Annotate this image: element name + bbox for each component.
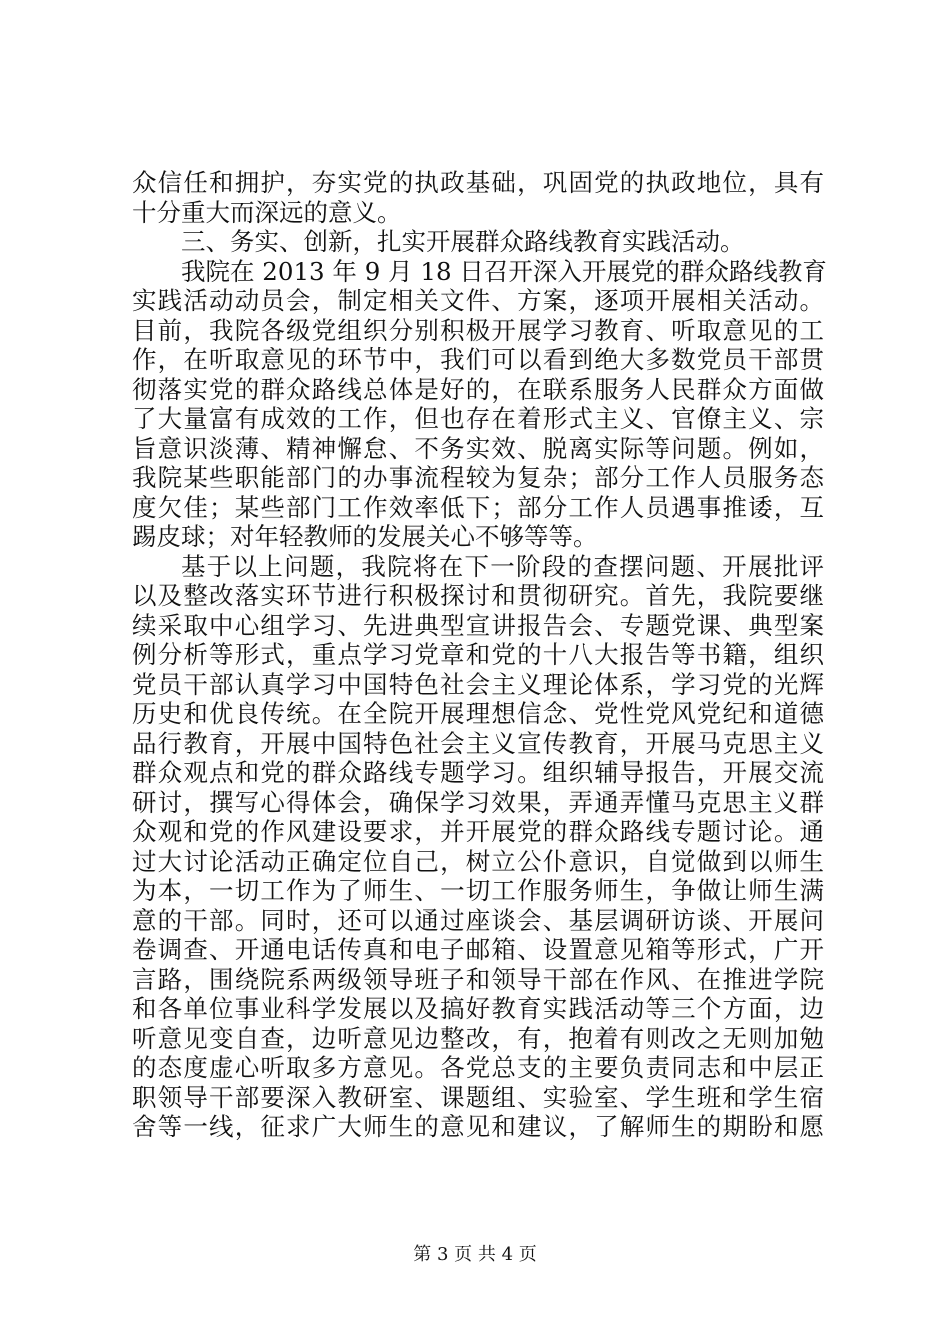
text-line: 十分重大而深远的意义。 — [132, 197, 402, 227]
text-line: 意的干部。同时，还可以通过座谈会、基层调研访谈、开展问 — [132, 905, 824, 935]
text-line: 三、务实、创新，扎实开展群众路线教育实践活动。 — [181, 227, 745, 256]
text-line: 我院在 2013 年 9 月 18 日召开深入开展党的群众路线教育 — [181, 256, 827, 286]
text-line: 研讨，撰写心得体会，确保学习效果，弄通弄懂马克思主义群 — [132, 787, 824, 817]
text-line: 过大讨论活动正确定位自己，树立公仆意识，自觉做到以师生 — [132, 846, 824, 876]
text-line: 的态度虚心听取多方意见。各党总支的主要负责同志和中层正 — [132, 1053, 824, 1082]
text-line: 以及整改落实环节进行积极探讨和贯彻研究。首先，我院要继 — [132, 581, 824, 610]
text-line: 党员干部认真学习中国特色社会主义理论体系，学习党的光辉 — [132, 669, 824, 699]
document-body — [132, 168, 827, 1142]
text-line: 续采取中心组学习、先进典型宣讲报告会、专题党课、典型案 — [132, 610, 824, 640]
text-line: 和各单位事业科学发展以及搞好教育实践活动等三个方面，边 — [132, 994, 824, 1023]
text-line: 实践活动动员会，制定相关文件、方案，逐项开展相关活动。 — [132, 286, 824, 315]
text-line: 众观和党的作风建设要求，并开展党的群众路线专题讨论。通 — [132, 817, 824, 846]
text-line: 作，在听取意见的环节中，我们可以看到绝大多数党员干部贯 — [132, 345, 824, 374]
text-line: 群众观点和党的群众路线专题学习。组织辅导报告，开展交流 — [132, 758, 824, 787]
text-line: 踢皮球；对年轻教师的发展关心不够等等。 — [132, 522, 598, 551]
text-line: 我院某些职能部门的办事流程较为复杂；部分工作人员服务态 — [132, 463, 824, 492]
text-line: 卷调查、开通电话传真和电子邮箱、设置意见箱等形式，广开 — [132, 935, 824, 964]
text-line: 品行教育，开展中国特色社会主义宣传教育，开展马克思主义 — [132, 728, 824, 758]
text-line: 舍等一线，征求广大师生的意见和建议，了解师生的期盼和愿 — [132, 1112, 824, 1141]
text-line: 基于以上问题，我院将在下一阶段的查摆问题、开展批评 — [181, 551, 824, 581]
text-line: 听意见变自查，边听意见边整改，有，抱着有则改之无则加勉 — [132, 1023, 824, 1053]
text-line: 了大量富有成效的工作，但也存在着形式主义、官僚主义、宗 — [132, 404, 824, 433]
text-line: 旨意识淡薄、精神懈怠、不务实效、脱离实际等问题。例如， — [132, 433, 824, 463]
text-line: 言路，围绕院系两级领导班子和领导干部在作风、在推进学院 — [132, 964, 824, 994]
text-line: 历史和优良传统。在全院开展理想信念、党性党风党纪和道德 — [132, 699, 824, 728]
text-line: 度欠佳；某些部门工作效率低下；部分工作人员遇事推诿，互 — [132, 492, 824, 522]
text-line: 众信任和拥护，夯实党的执政基础，巩固党的执政地位，具有 — [132, 168, 824, 197]
text-line: 彻落实党的群众路线总体是好的，在联系服务人民群众方面做 — [132, 374, 824, 404]
text-line: 例分析等形式，重点学习党章和党的十八大报告等书籍，组织 — [132, 640, 824, 669]
page-footer: 第 3 页 共 4 页 — [413, 1244, 537, 1265]
text-line: 目前，我院各级党组织分别积极开展学习教育、听取意见的工 — [132, 315, 824, 345]
text-line: 职领导干部要深入教研室、课题组、实验室、学生班和学生宿 — [132, 1082, 824, 1112]
text-line: 为本，一切工作为了师生、一切工作服务师生，争做让师生满 — [132, 876, 824, 905]
